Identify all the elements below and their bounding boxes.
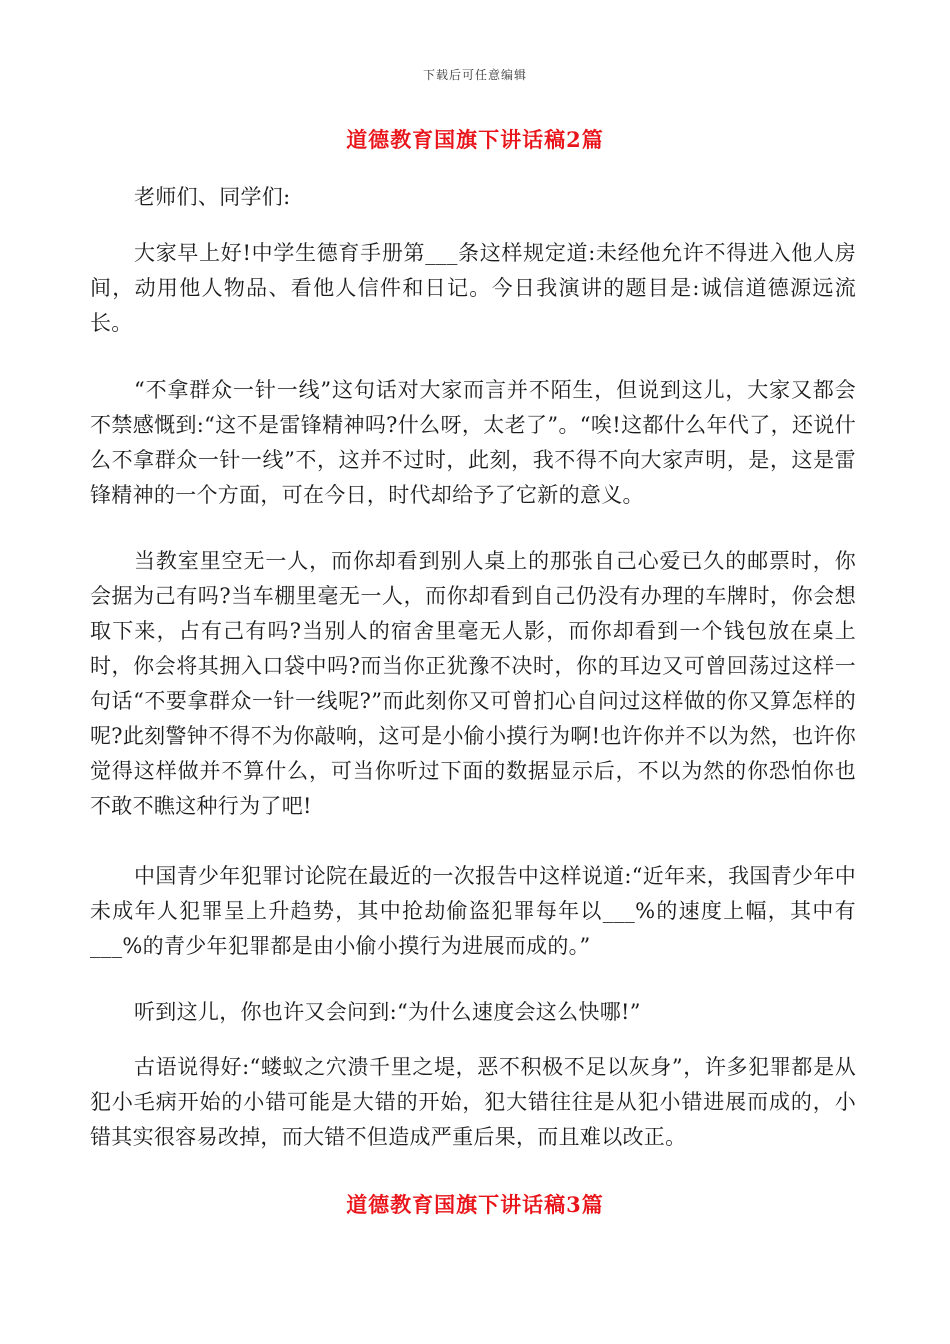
paragraph-scenarios: 当教室里空无一人，而你却看到别人桌上的那张自己心爱已久的邮票时，你会据为己有吗?当车棚里毫无一人，而你却看到自己仍没有办理的车牌时，你会想取下来，占有己有吗?当别人的宿舍里毫无人影，而你却看到一个钱包放在桌上时，你会将其拥入口袋中吗?而当你正犹豫不决时，你的耳边又可曾回荡过这样一句话“不要拿群众一针一线呢?”而此刻你又可曾扪心自问过这样做的你又算怎样的呢?此刻警钟不得不为你敲响，这可是小偷小摸行为啊!也许你并不以为然，也许你觉得这样做并不算什么，可当你听过下面的数据显示后，不以为然的你恐怕你也不敢不瞧这种行为了吧!: [90, 549, 856, 818]
greeting-paragraph: 老师们、同学们:: [134, 185, 291, 209]
section-title-2: 道德教育国旗下讲话稿3篇: [346, 1192, 604, 1217]
paragraph-leifeng: “不拿群众一针一线”这句话对大家而言并不陌生，但说到这儿，大家又都会不禁感慨到:“这不是雷锋精神吗?什么呀，太老了”。“唉!这都什么年代了，还说什么不拿群众一针一线”不，这并不过时，此刻，我不得不向大家声明，是，这是雷锋精神的一个方面，可在今日，时代却给予了它新的意义。: [90, 378, 856, 507]
section-title-1: 道德教育国旗下讲话稿2篇: [346, 127, 604, 152]
download-note: 下载后可任意编辑: [422, 68, 527, 82]
paragraph-question: 听到这儿，你也许又会问到:“为什么速度会这么快哪!”: [134, 1000, 641, 1024]
paragraph-proverb: 古语说得好:“蝼蚁之穴溃千里之堤，恶不积极不足以灰身”，许多犯罪都是从犯小毛病开始的小错可能是大错的开始，犯大错往往是从犯小错进展而成的，小错其实很容易改掉，而大错不但造成严重后果，而且难以改正。: [90, 1055, 856, 1149]
paragraph-intro: 大家早上好!中学生德育手册第___条这样规定道:未经他允许不得进入他人房间，动用他人物品、看他人信件和日记。今日我演讲的题目是:诚信道德源远流长。: [90, 241, 856, 335]
paragraph-report: 中国青少年犯罪讨论院在最近的一次报告中这样说道:“近年来，我国青少年中未成年人犯罪呈上升趋势，其中抢劫偷盗犯罪每年以___%的速度上幅，其中有___%的青少年犯罪都是由小偷小摸行为进展而成的。”: [90, 864, 856, 958]
